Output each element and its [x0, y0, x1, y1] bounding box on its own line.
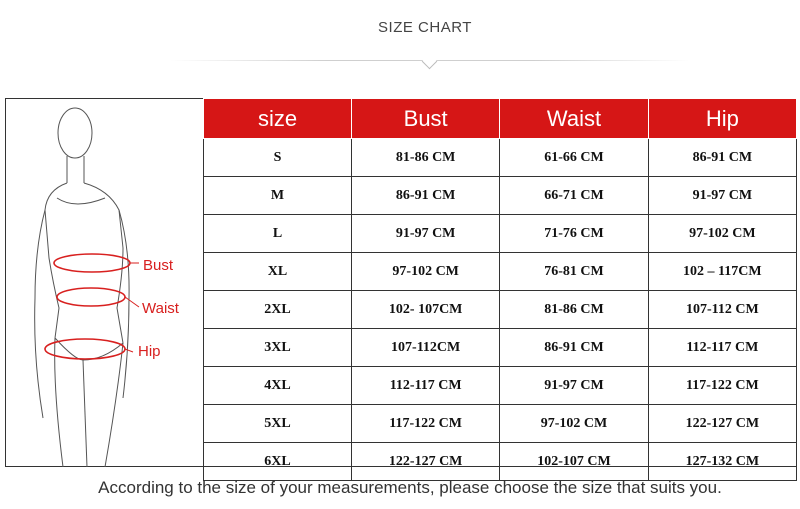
hip-cell: 86-91 CM: [648, 139, 796, 177]
bust-cell: 86-91 CM: [352, 177, 500, 215]
hip-cell: 122-127 CM: [648, 405, 796, 443]
size-cell: XL: [204, 253, 352, 291]
waist-cell: 102-107 CM: [500, 443, 648, 481]
table-header-row: [204, 99, 797, 139]
bust-cell: 81-86 CM: [352, 139, 500, 177]
table-row: [204, 139, 797, 177]
size-cell: M: [204, 177, 352, 215]
table-row: [204, 443, 797, 481]
hip-cell: 112-117 CM: [648, 329, 796, 367]
waist-cell: 97-102 CM: [500, 405, 648, 443]
bust-cell: 107-112CM: [352, 329, 500, 367]
bust-cell: 112-117 CM: [352, 367, 500, 405]
size-table: [203, 98, 797, 481]
size-cell: 3XL: [204, 329, 352, 367]
table-row: [204, 253, 797, 291]
hip-cell: 102 – 117CM: [648, 253, 796, 291]
waist-cell: 81-86 CM: [500, 291, 648, 329]
table-row: [204, 367, 797, 405]
table-row: [204, 329, 797, 367]
column-header-waist: Waist: [500, 99, 648, 139]
size-cell: 5XL: [204, 405, 352, 443]
bust-cell: 102- 107CM: [352, 291, 500, 329]
waist-cell: 86-91 CM: [500, 329, 648, 367]
bust-label: Bust: [143, 257, 174, 274]
waist-cell: 91-97 CM: [500, 367, 648, 405]
bust-cell: 117-122 CM: [352, 405, 500, 443]
table-row: [204, 177, 797, 215]
waist-cell: 76-81 CM: [500, 253, 648, 291]
waist-cell: 66-71 CM: [500, 177, 648, 215]
size-cell: S: [204, 139, 352, 177]
hip-cell: 127-132 CM: [648, 443, 796, 481]
table-row: [204, 215, 797, 253]
hip-label: Hip: [138, 343, 161, 360]
waist-cell: 71-76 CM: [500, 215, 648, 253]
size-cell: 2XL: [204, 291, 352, 329]
bust-cell: 122-127 CM: [352, 443, 500, 481]
waist-label: Waist: [142, 300, 179, 317]
body-silhouette-icon: [5, 98, 203, 467]
hip-cell: 117-122 CM: [648, 367, 796, 405]
size-cell: L: [204, 215, 352, 253]
bust-cell: 91-97 CM: [352, 215, 500, 253]
hip-cell: 97-102 CM: [648, 215, 796, 253]
size-cell: 4XL: [204, 367, 352, 405]
body-figure: [5, 98, 203, 467]
hip-cell: 107-112 CM: [648, 291, 796, 329]
column-header-size: size: [204, 99, 352, 139]
waist-cell: 61-66 CM: [500, 139, 648, 177]
hip-cell: 91-97 CM: [648, 177, 796, 215]
page-title: SIZE CHART: [378, 19, 472, 36]
size-cell: 6XL: [204, 443, 352, 481]
bust-cell: 97-102 CM: [352, 253, 500, 291]
table-row: [204, 291, 797, 329]
column-header-hip: Hip: [648, 99, 796, 139]
chevron-down-icon: [422, 54, 438, 70]
footer-note: According to the size of your measurements, please choose the size that suits you.: [98, 478, 722, 497]
table-row: [204, 405, 797, 443]
column-header-bust: Bust: [352, 99, 500, 139]
